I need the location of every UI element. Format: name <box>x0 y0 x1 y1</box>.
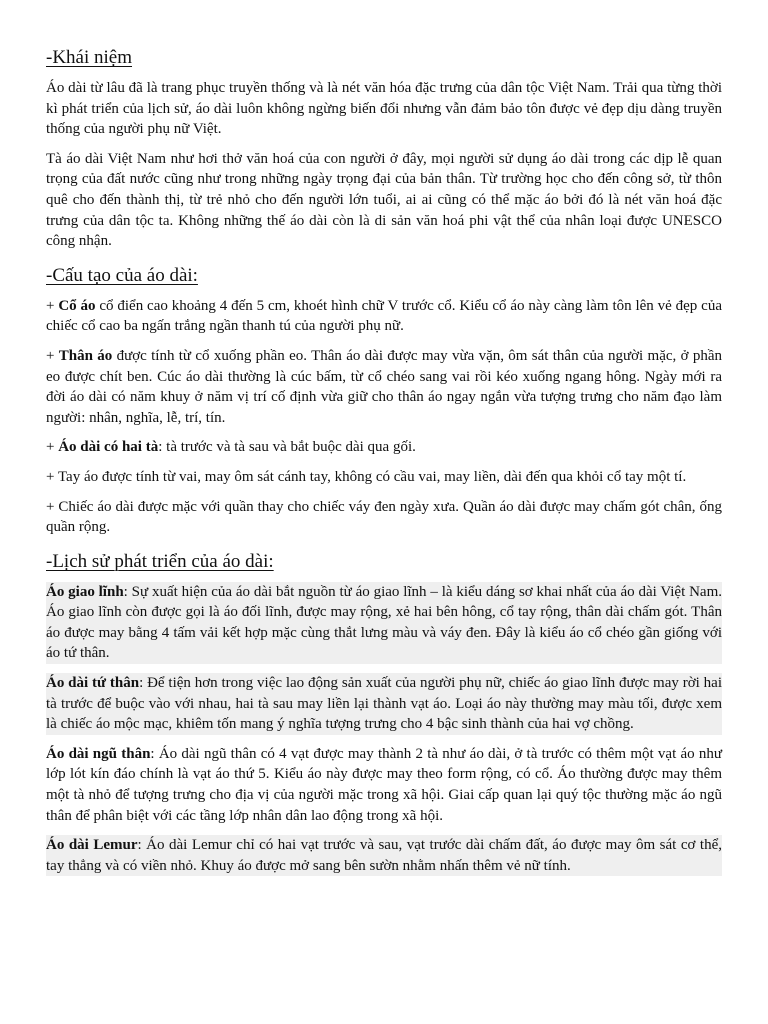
structure-item: + Chiếc áo dài được mặc với quần thay cho chiếc váy đen ngày xưa. Quần áo dài được may chấm gót chân, ống quần rộng. <box>46 498 722 536</box>
history-item: Áo dài ngũ thân: Áo dài ngũ thân có 4 vạt được may thành 2 tà như áo dài, ở tà trước có thêm một vạt áo như lớp lót kín đáo chính là vạt áo thứ 5. Kiểu áo này được may theo form rộng, có cổ. Áo thường được may thêm một tà nhỏ để tượng trưng cho địa vị của người mặc trong xã hội. Giai cấp quan lại quý tộc thường mặc áo ngũ thân để phân biệt với các tầng lớp nhân dân lao động trong xã hội. <box>46 745 722 824</box>
history-term: Áo dài tứ thân <box>46 675 140 692</box>
history-item: Áo giao lĩnh: Sự xuất hiện của áo dài bắt nguồn từ áo giao lĩnh – là kiểu dáng sơ khai nhất của áo dài Việt Nam. Áo giao lĩnh còn được gọi là áo đối lĩnh, được may rộng, xẻ hai bên hông, cổ tay rộng, thân dài chấm gót. Thân áo được may bằng 4 tấm vải kết hợp mặc cùng thắt lưng màu và váy đen. Đây là kiểu áo cổ chéo gần giống với áo tứ thân. <box>46 582 722 664</box>
history-term: Áo dài ngũ thân <box>46 745 151 762</box>
heading-concept: -Khái niệm <box>46 47 133 68</box>
structure-item: + Thân áo được tính từ cổ xuống phần eo. Thân áo dài được may vừa vặn, ôm sát thân của người mặc, ở phần eo được chít ben. Cúc áo dài thường là cúc bấm, từ cổ chéo sang vai rồi kéo xuống ngang hông. Ngày mới ra đời áo dài có năm khuy ở năm vị trí cố định vừa giữ cho thân áo ngay ngắn vừa tượng trưng cho năm đạo làm người: nhân, nghĩa, lễ, trí, tín. <box>46 347 722 426</box>
structure-term: Áo dài có hai tà <box>58 439 159 456</box>
structure-item: + Áo dài có hai tà: tà trước và tà sau và bắt buộc dài qua gối. <box>46 439 416 456</box>
history-term: Áo dài Lemur <box>46 837 138 854</box>
structure-term: Cổ áo <box>58 297 96 314</box>
structure-item: + Tay áo được tính từ vai, may ôm sát cánh tay, không có cầu vai, may liền, dài đến qua khỏi cổ tay một tí. <box>46 468 687 485</box>
heading-history: -Lịch sử phát triển của áo dài: <box>46 550 274 572</box>
heading-structure: -Cấu tạo của áo dài: <box>46 264 198 286</box>
structure-term: Thân áo <box>58 347 113 364</box>
history-item: Áo dài Lemur: Áo dài Lemur chỉ có hai vạt trước và sau, vạt trước dài chấm đất, áo được may ôm sát cơ thể, tay thẳng và có viền nhỏ. Khuy áo được mở sang bên sườn nhằm nhấn thêm vẻ nữ tính. <box>46 835 722 876</box>
history-item: Áo dài tứ thân: Để tiện hơn trong việc lao động sản xuất của người phụ nữ, chiếc áo giao lĩnh được may rời hai tà trước để buộc vào với nhau, hai tà sau may liền lại thành vạt áo. Loại áo này thường may màu tối, được xem là chiếc áo mộc mạc, khiêm tốn mang ý nghĩa tượng trưng cho 4 bậc sinh thành của hai vợ chồng. <box>46 673 722 735</box>
history-term: Áo giao lĩnh <box>46 583 124 600</box>
concept-paragraph: Tà áo dài Việt Nam như hơi thở văn hoá của con người ở đây, mọi người sử dụng áo dài trong các dịp lễ quan trọng của đất nước cũng như trong những ngày trọng đại của bản thân. Từ trường học cho đến công sở, từ thôn quê cho đến thành thị, từ trẻ nhỏ cho đến người lớn tuổi, ai ai cũng có thể mặc áo bởi đó là nét văn hoá đặc trưng của dân tộc ta. Không những thế áo dài còn là di sản văn hoá phi vật thể của nhân loại được UNESCO công nhận. <box>46 150 722 250</box>
structure-item: + Cổ áo cổ điển cao khoảng 4 đến 5 cm, khoét hình chữ V trước cổ. Kiểu cổ áo này càng làm tôn lên vẻ đẹp của chiếc cổ cao ba ngấn trắng ngần thanh tú của người phụ nữ. <box>46 297 722 335</box>
concept-paragraph: Áo dài từ lâu đã là trang phục truyền thống và là nét văn hóa đặc trưng của dân tộc Việt Nam. Trải qua từng thời kì phát triển của lịch sử, áo dài luôn không ngừng biến đổi nhưng vẫn đảm bảo tôn được vẻ đẹp dịu dàng truyền thống của người phụ nữ Việt. <box>46 80 722 138</box>
